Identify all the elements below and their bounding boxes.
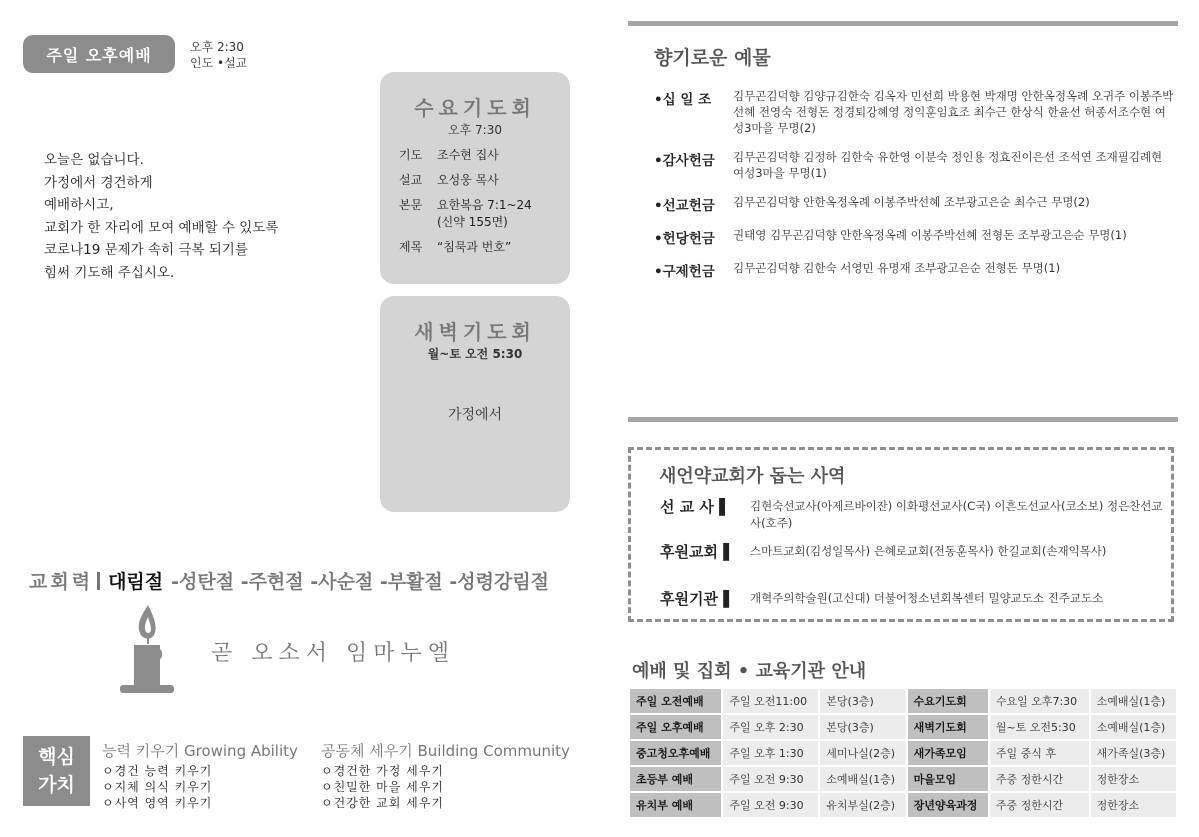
core-value-community — [321, 740, 570, 811]
offering-names: 김무곤김덕향 김양규김한숙 김옥자 민선희 박용현 박재명 안한옥정옥례 오귀주 이봉주박선혜 전영숙 전형돈 정경퇴강혜영 정익훈임효조 최수근 한상식 한윤선 허종서조수현 여성3마을 무명(2) — [733, 89, 1174, 135]
wednesday-row — [399, 172, 532, 189]
offering-row — [654, 260, 1176, 280]
mission-list — [660, 496, 1165, 609]
mission-category: 선 교 사 ▌ — [660, 498, 731, 516]
mission-names: 개혁주의학술원(고신대) 더불어청소년회복센터 밀양교도소 진주교도소 — [750, 591, 1104, 605]
mission-category: 후원교회 ▌ — [660, 543, 735, 561]
schedule-table — [628, 687, 1178, 819]
service-info — [190, 39, 247, 71]
offering-row — [654, 149, 1176, 181]
table-cell: 유치부실(2층) — [820, 793, 905, 817]
calendar-label: 교회력 — [29, 571, 94, 593]
row-key: 설교 — [399, 173, 423, 187]
table-cell: 소예배실(1층) — [1091, 715, 1176, 739]
table-cell: 새가족모임 — [908, 741, 988, 765]
church-calendar — [29, 567, 549, 594]
table-cell: 새벽기도회 — [908, 715, 988, 739]
row-key: 기도 — [399, 148, 423, 162]
core-item: ㅇ사역 영역 키우기 — [102, 796, 213, 810]
table-cell: 새가족실(3층) — [1091, 741, 1176, 765]
table-cell: 주일 오전 9:30 — [723, 793, 818, 817]
table-cell: 소예배실(1층) — [820, 767, 905, 791]
core-item: ㅇ경건한 가정 세우기 — [321, 764, 444, 778]
offering-row — [654, 227, 1176, 247]
offerings-list — [654, 88, 1176, 293]
table-cell: 정한장소 — [1091, 767, 1176, 791]
offering-type: •헌당헌금 — [654, 231, 715, 247]
wednesday-time: 오후 7:30 — [448, 123, 502, 137]
mission-row — [660, 541, 1165, 588]
table-cell: 본당(3층) — [820, 689, 905, 713]
table-cell: 월~토 오전5:30 — [990, 715, 1089, 739]
table-cell: 세미나실(2층) — [820, 741, 905, 765]
table-cell: 수요일 오후7:30 — [990, 689, 1089, 713]
table-cell: 유치부 예배 — [630, 793, 721, 817]
table-cell: 주일 오후 2:30 — [723, 715, 818, 739]
offering-type: •구제헌금 — [654, 264, 715, 280]
core-heading: 능력 키우기 Growing Ability — [102, 742, 298, 760]
service-time: 오후 2:30 — [190, 40, 244, 54]
row-key: 본문 — [399, 198, 423, 212]
table-row — [630, 767, 1176, 791]
offering-row — [654, 88, 1176, 136]
offering-names: 김무곤김덕향 안한옥정옥례 이봉주박선혜 조부광고은순 최수근 무명(2) — [733, 195, 1090, 209]
notice-line: 가정에서 경건하게 — [44, 174, 153, 191]
core-item: ㅇ건강한 교회 세우기 — [321, 796, 444, 810]
table-row — [630, 689, 1176, 713]
notice-line: 예배하시고, — [44, 197, 114, 213]
advent-verse: 곧 오소서 임마누엘 — [211, 641, 456, 666]
table-cell: 주일 오전11:00 — [723, 689, 818, 713]
core-badge-line: 가치 — [38, 774, 75, 796]
table-cell: 주일 오후예배 — [630, 715, 721, 739]
table-cell: 수요기도회 — [908, 689, 988, 713]
offering-type: •십 일 조 — [654, 92, 712, 108]
offerings-title: 향기로운 예물 — [654, 47, 771, 69]
offering-names: 김무곤김덕향 김한숙 서영민 유명재 조부광고은순 전형돈 무명(1) — [733, 261, 1061, 275]
row-key: 제목 — [399, 240, 423, 254]
core-item: ㅇ지체 의식 키우기 — [102, 780, 213, 794]
row-value: 조수현 집사 — [437, 148, 499, 162]
core-values-badge — [23, 736, 90, 806]
service-title-badge: 주일 오후예배 — [23, 35, 175, 73]
mission-names: 김현숙선교사(아제르바이잔) 이화평선교사(C국) 이흔도선교사(코소보) 정은찬선교사(호주) — [750, 499, 1163, 530]
wednesday-row — [399, 239, 532, 256]
offering-names: 권태영 김무곤김덕향 안한옥정옥례 이봉주박선혜 전형돈 조부광고은순 무명(1) — [733, 228, 1127, 242]
dawn-prayer-box — [380, 296, 570, 512]
mission-names: 스마트교회(김성일목사) 은혜로교회(전동훈목사) 한길교회(손재익목사) — [750, 544, 1107, 558]
table-cell: 주일 오전예배 — [630, 689, 721, 713]
table-row — [630, 715, 1176, 739]
table-cell: 장년양육과정 — [908, 793, 988, 817]
mission-title: 새언약교회가 돕는 사역 — [659, 466, 846, 487]
wednesday-title: 수요기도회 — [414, 96, 536, 120]
notice-line: 코로나19 문제가 속히 극복 되기를 — [44, 242, 248, 258]
table-cell: 주일 오후 1:30 — [723, 741, 818, 765]
notice-line: 오늘은 없습니다. — [44, 152, 144, 168]
offering-names: 김무곤김덕향 김정하 김한숙 유한영 이분숙 정인용 정효진이은선 조석연 조재필김례현 여성3마을 무명(1) — [733, 150, 1163, 180]
calendar-divider — [97, 572, 100, 590]
wednesday-details — [399, 147, 532, 264]
wednesday-row — [399, 147, 532, 164]
service-lead: 인도 •설교 — [190, 56, 248, 70]
notice-line: 힘써 기도해 주십시오. — [44, 264, 175, 281]
table-cell: 소예배실(1층) — [1091, 689, 1176, 713]
wednesday-row — [399, 197, 532, 231]
offering-type: •선교헌금 — [654, 198, 715, 214]
dawn-title: 새벽기도회 — [414, 320, 536, 344]
table-cell: 본당(3층) — [820, 715, 905, 739]
offering-type: •감사헌금 — [654, 153, 715, 169]
dawn-time: 월~토 오전 5:30 — [427, 347, 523, 361]
guide-title: 예배 및 집회 • 교육기관 안내 — [632, 661, 867, 682]
notice-text — [44, 149, 278, 284]
mission-row — [660, 496, 1165, 541]
table-cell: 주중 정한시간 — [990, 793, 1089, 817]
table-cell: 마을모임 — [908, 767, 988, 791]
dawn-note: 가정에서 — [447, 407, 503, 423]
calendar-current-season: 대림절 — [108, 571, 164, 593]
notice-line: 교회가 한 자리에 모여 예배할 수 있도록 — [44, 219, 279, 236]
table-cell: 중고청오후예배 — [630, 741, 721, 765]
table-row — [630, 741, 1176, 765]
core-heading: 공동체 세우기 Building Community — [321, 742, 570, 760]
row-value — [437, 197, 532, 231]
core-badge-line: 핵심 — [38, 746, 75, 768]
scripture-text: 요한복음 7:1~24 — [437, 198, 532, 212]
table-cell: 초등부 예배 — [630, 767, 721, 791]
table-cell: 정한장소 — [1091, 793, 1176, 817]
table-cell: 주중 정한시간 — [990, 767, 1089, 791]
scripture-page: (신약 155면) — [437, 215, 508, 229]
row-value: 오성웅 목사 — [437, 173, 499, 187]
mission-row — [660, 588, 1165, 609]
wednesday-prayer-box — [380, 72, 570, 284]
core-item: ㅇ친밀한 마을 세우기 — [321, 780, 444, 794]
mission-category: 후원기관 ▌ — [660, 590, 735, 608]
core-value-growing — [102, 740, 298, 811]
mission-category-label: 선 교 사 — [660, 498, 714, 516]
table-cell: 주일 오전 9:30 — [723, 767, 818, 791]
table-row — [630, 793, 1176, 817]
table-cell: 주일 중식 후 — [990, 741, 1089, 765]
candle-icon — [114, 603, 178, 697]
offering-row — [654, 194, 1176, 214]
middle-divider — [628, 417, 1178, 422]
mission-category-label: 후원기관 — [660, 590, 718, 608]
core-item: ㅇ경건 능력 키우기 — [102, 764, 213, 778]
top-divider — [628, 21, 1178, 26]
calendar-other-seasons: -성탄절 -주현절 -사순절 -부활절 -성령강림절 — [171, 571, 550, 593]
mission-category-label: 후원교회 — [660, 543, 718, 561]
row-value: “침묵과 번호” — [437, 240, 512, 254]
